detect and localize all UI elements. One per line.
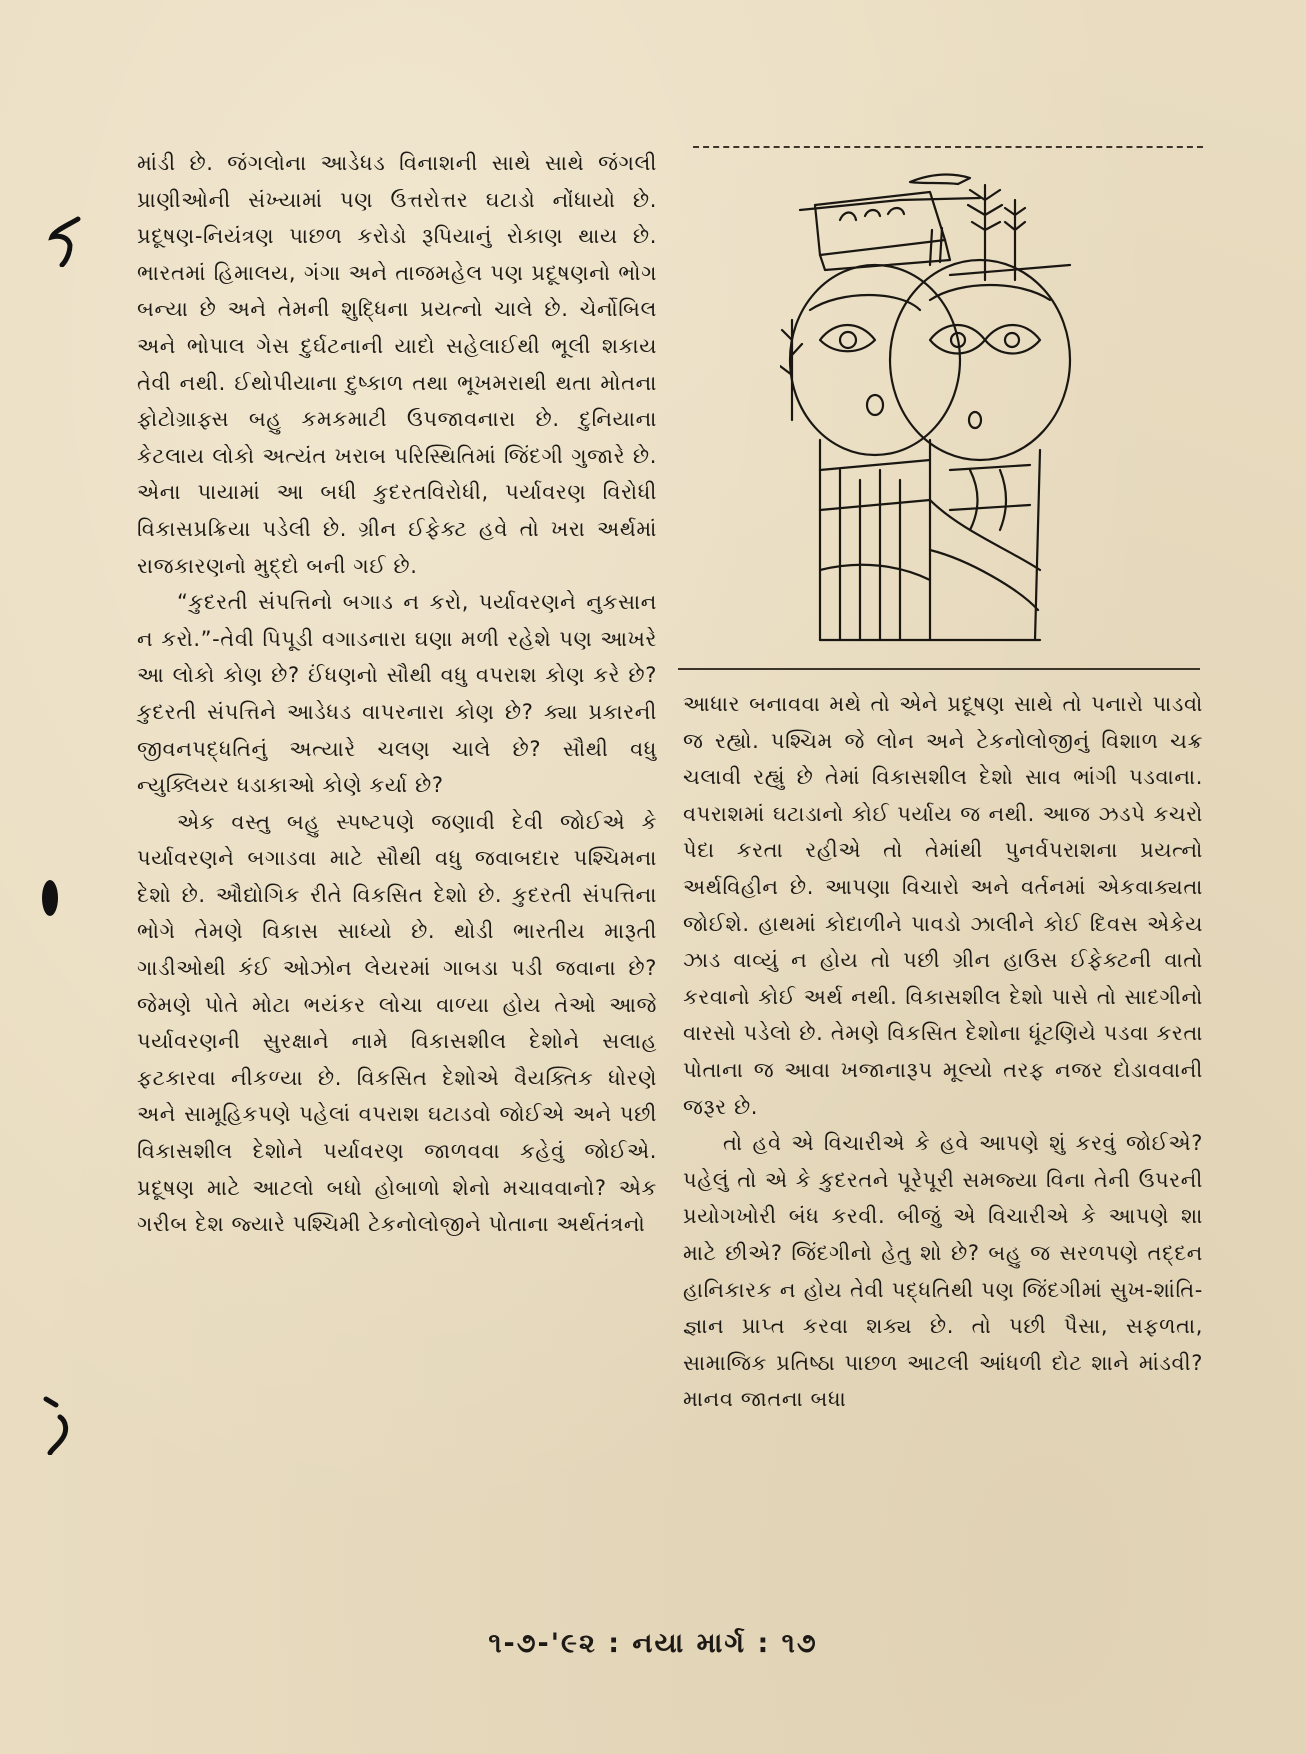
column-divider-bottom bbox=[678, 668, 1200, 670]
paragraph: માંડી છે. જંગલોના આડેધડ વિનાશની સાથે સાથે જંગલી પ્રાણીઓની સંખ્યામાં પણ ઉત્તરોત્તર ઘટાડો નોંધાયો છે. પ્રદૂષણ-નિયંત્રણ પાછળ કરોડો રૂપિયાનું રોકાણ થાય છે. ભારતમાં હિમાલય, ગંગા અને તાજમહેલ પણ પ્રદૂષણનો ભોગ બન્યા છે અને તેમની શુદ્ધિના પ્રયત્નો ચાલે છે. ચેર્નોબિલ અને ભોપાલ ગેસ દુર્ઘટનાની યાદો સહેલાઈથી ભૂલી શકાય તેવી નથી. ઈથોપીયાના દુષ્કાળ તથા ભૂખમરાથી થતા મોતના ફોટોગ્રાફ્સ બહુ કમકમાટી ઉપજાવનારા છે. દુનિયાના કેટલાય લોકો અત્યંત ખરાબ પરિસ્થિતિમાં જિંદગી ગુજારે છે. એના પાયામાં આ બધી કુદરતવિરોધી, પર્યાવરણ વિરોધી વિકાસપ્રક્રિયા પડેલી છે. ગ્રીન ઈફેક્ટ હવે તો ખરા અર્થમાં રાજકારણનો મુદ્દો બની ગઈ છે. bbox=[137, 151, 657, 578]
right-text-column bbox=[683, 686, 1203, 1418]
page-footer: ૧-૭-'૯૨ : નયા માર્ગ : ૧૭ bbox=[488, 1628, 818, 1659]
paragraph: એક વસ્તુ બહુ સ્પષ્ટપણે જણાવી દેવી જોઈએ કે પર્યાવરણને બગાડવા માટે સૌથી વધુ જવાબદાર પશ્ચિમના દેશો છે. ઔદ્યોગિક રીતે વિકસિત દેશો છે. કુદરતી સંપત્તિના ભોગે તેમણે વિકાસ સાધ્યો છે. થોડી ભારતીય મારૂતી ગાડીઓથી કંઈ ઓઝોન લેયરમાં ગાબડા પડી જવાના છે? જેમણે પોતે મોટા ભયંકર લોચા વાળ્યા હોય તેઓ આજે પર્યાવરણની સુરક્ષાને નામે વિકાસશીલ દેશોને સલાહ ફટકારવા નીકળ્યા છે. વિકસિત દેશોએ વૈયક્તિક ધોરણે અને સામૂહિકપણે પહેલાં વપરાશ ઘટાડવો જોઈએ અને પછી વિકાસશીલ દેશોને પર્યાવરણ જાળવવા કહેવું જોઈએ. પ્રદૂષણ માટે આટલો બધો હોબાળો શેનો મચાવવાનો? એક ગરીબ દેશ જ્યારે પશ્ચિમી ટેકનોલોજીને પોતાના અર્થતંત્રનો bbox=[137, 809, 657, 1237]
left-text-column bbox=[137, 145, 657, 1243]
paragraph: “કુદરતી સંપત્તિનો બગાડ ન કરો, પર્યાવરણને નુકસાન ન કરો.”-તેવી પિપૂડી વગાડનારા ઘણા મળી રહેશે પણ આખરે આ લોકો કોણ છે? ઈંધણનો સૌથી વધુ વપરાશ કોણ કરે છે? કુદરતી સંપત્તિને આડેધડ વાપરનારા કોણ છે? ક્યા પ્રકારની જીવનપદ્ધતિનું અત્યારે ચલણ ચાલે છે? સૌથી વધુ ન્યુક્લિયર ધડાકાઓ કોણે કર્યા છે? bbox=[137, 590, 657, 798]
paragraph: આધાર બનાવવા મથે તો એને પ્રદૂષણ સાથે તો પનારો પાડવો જ રહ્યો. પશ્ચિમ જે લોન અને ટેકનોલોજીનું વિશાળ ચક્ર ચલાવી રહ્યું છે તેમાં વિકાસશીલ દેશો સાવ ભાંગી પડવાના. વપરાશમાં ઘટાડાનો કોઈ પર્યાય જ નથી. આજ ઝડપે કચરો પેદા કરતા રહીએ તો તેમાંથી પુનર્વપરાશના પ્રયત્નો અર્થવિહીન છે. આપણા વિચારો અને વર્તનમાં એકવાક્યતા જોઈશે. હાથમાં કોદાળીને પાવડો ઝાલીને કોઈ દિવસ એકેય ઝાડ વાવ્યું ન હોય તો પછી ગ્રીન હાઉસ ઈફેક્ટની વાતો કરવાનો કોઈ અર્થ નથી. વિકાસશીલ દેશો પાસે તો સાદગીનો વારસો પડેલો છે. તેમણે વિકસિત દેશોના ધૂંટણિયે પડવા કરતા પોતાના જ આવા ખજાનારૂપ મૂલ્યો તરફ નજર દોડાવવાની જરૂર છે. bbox=[683, 692, 1203, 1119]
margin-ink-mark bbox=[40, 1395, 74, 1455]
line-drawing-illustration bbox=[780, 170, 1090, 650]
margin-ink-mark bbox=[48, 215, 82, 267]
margin-ink-blot bbox=[38, 876, 62, 920]
column-divider-top bbox=[693, 146, 1203, 148]
paragraph: તો હવે એ વિચારીએ કે હવે આપણે શું કરવું જોઈએ? પહેલું તો એ કે કુદરતને પૂરેપૂરી સમજ્યા વિના તેની ઉપરની પ્રયોગખોરી બંધ કરવી. બીજું એ વિચારીએ કે આપણે શા માટે છીએ? જિંદગીનો હેતુ શો છે? બહુ જ સરળપણે તદ્દન હાનિકારક ન હોય તેવી પદ્ધતિથી પણ જિંદગીમાં સુખ-શાંતિ-જ્ઞાન પ્રાપ્ત કરવા શક્ય છે. તો પછી પૈસા, સફળતા, સામાજિક પ્રતિષ્ઠા પાછળ આટલી આંધળી દોટ શાને માંડવી? માનવ જાતના બધા bbox=[683, 1131, 1203, 1412]
